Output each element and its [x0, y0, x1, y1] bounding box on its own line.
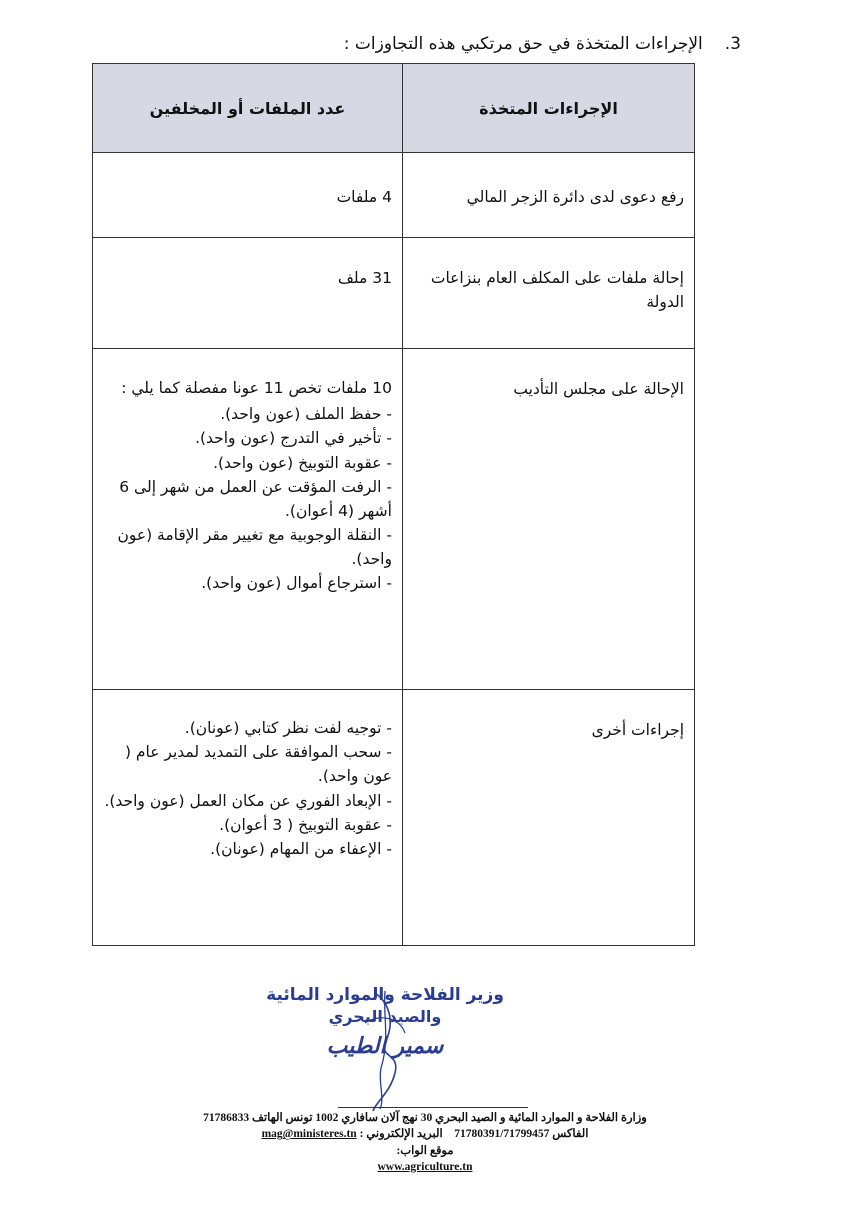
footer-web-link[interactable]: www.agriculture.tn: [377, 1160, 473, 1173]
list-item: - الإبعاد الفوري عن مكان العمل (عون واحد).: [104, 791, 392, 810]
list-item: - حفظ الملف (عون واحد).: [220, 405, 392, 424]
measure-cell: الإحالة على مجلس التأديب: [402, 349, 694, 690]
table-row: [93, 349, 695, 690]
section-title: الإجراءات المتخذة في حق مرتكبي هذه التجاوزات :: [343, 34, 703, 54]
list-item: - تأخير في التدرج (عون واحد).: [195, 429, 392, 448]
header-measure: الإجراءات المتخذة: [402, 64, 694, 153]
list-item: - استرجاع أموال (عون واحد).: [201, 574, 392, 593]
header-count: عدد الملفات أو المخلفين: [93, 64, 403, 153]
table-row: [93, 238, 695, 349]
table-row: [93, 153, 695, 238]
discipline-list: [103, 402, 392, 595]
count-cell: 4 ملفات: [93, 153, 403, 238]
list-item: - توجيه لفت نظر كتابي (عونان).: [184, 719, 392, 737]
section-heading: [344, 34, 741, 54]
footer-contact: [180, 1126, 670, 1142]
list-item: - الرفت المؤقت عن العمل من شهر إلى 6 أشهر (4 أعوان).: [119, 477, 392, 520]
count-cell: 31 ملف: [93, 238, 403, 349]
list-item: - عقوبة التوبيخ ( 3 أعوان).: [219, 815, 392, 834]
section-number: 3.: [724, 34, 741, 54]
measure-cell: إحالة ملفات على المكلف العام بنزاعات الدولة: [402, 238, 694, 349]
list-item: - سحب الموافقة على التمديد لمدير عام ( عون واحد).: [124, 743, 392, 786]
signature-subtitle: والصيد البحري: [328, 1007, 442, 1026]
footer-fax: الفاكس 71780391/71799457: [454, 1128, 589, 1141]
table-row: [93, 690, 695, 946]
signature-title: وزير الفلاحة والموارد المائية: [266, 985, 504, 1005]
measures-table: [92, 63, 695, 946]
measure-cell: إجراءات أخرى: [402, 690, 694, 946]
footer-divider: [338, 1107, 528, 1108]
measure-cell: رفع دعوى لدى دائرة الزجر المالي: [402, 153, 694, 238]
footer-web-label: موقع الواب:: [396, 1144, 454, 1157]
signature-scrawl-icon: [345, 983, 435, 1113]
signature-block: [265, 985, 505, 1059]
footer-address: وزارة الفلاحة و الموارد المائية و الصيد البحري 30 نهج آلان سافاري 1002 تونس الهاتف 71786833: [203, 1112, 647, 1124]
footer-email-link[interactable]: mag@ministeres.tn: [261, 1128, 357, 1141]
signature-name: سمير الطيب: [326, 1034, 444, 1059]
footer: [180, 1110, 670, 1175]
list-item: - الإعفاء من المهام (عونان).: [210, 839, 392, 858]
count-intro: 10 ملفات تخص 11 عونا مفصلة كما يلي :: [121, 379, 392, 397]
list-item: - النقلة الوجوبية مع تغيير مقر الإقامة (عون واحد).: [117, 526, 392, 569]
footer-web: [180, 1143, 670, 1159]
count-cell: [93, 349, 403, 690]
count-cell: [93, 690, 403, 946]
footer-email-label: البريد الإلكتروني :: [359, 1128, 443, 1141]
list-item: - عقوبة التوبيخ (عون واحد).: [213, 453, 392, 472]
other-measures-list: [103, 716, 392, 861]
table-header-row: [93, 64, 695, 153]
